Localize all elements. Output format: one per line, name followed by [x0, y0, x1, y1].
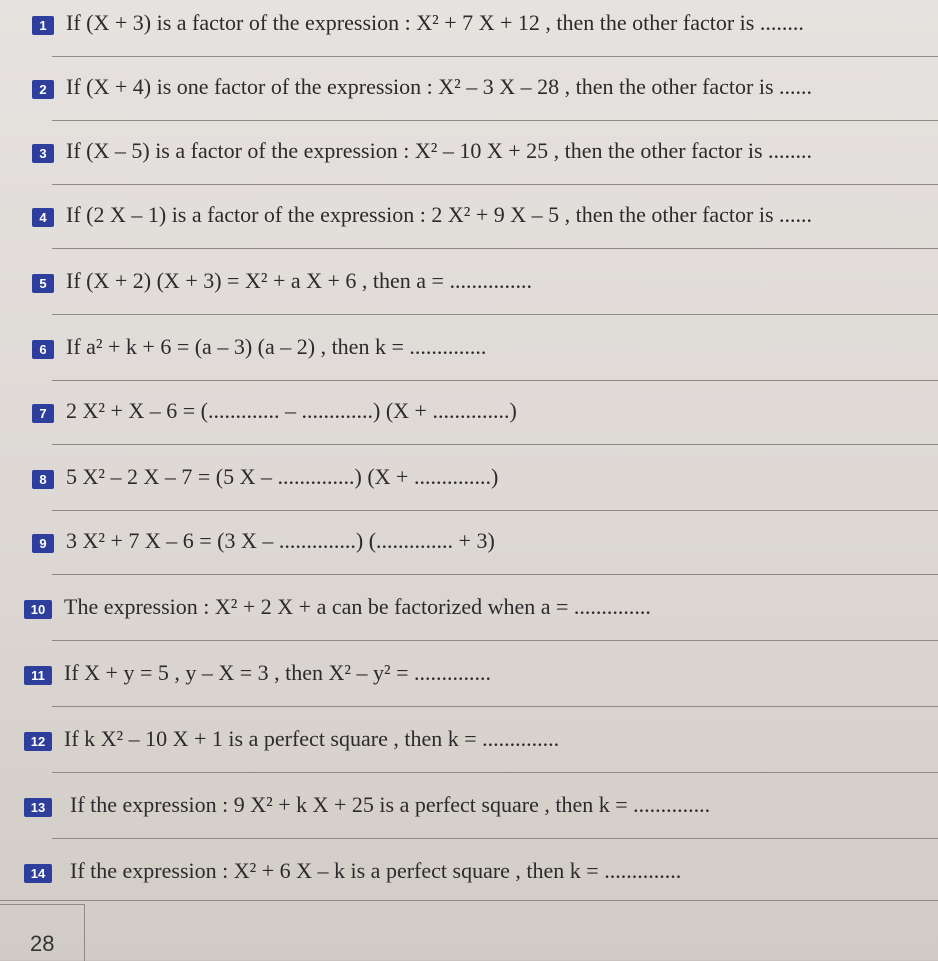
question-row: [0, 330, 938, 394]
question-number-badge: 6: [32, 340, 54, 359]
answer-line: [52, 314, 938, 315]
question-row: [0, 656, 938, 720]
answer-line: [52, 56, 938, 57]
question-row: [0, 524, 938, 588]
question-number-badge: 5: [32, 274, 54, 293]
question-number-badge: 2: [32, 80, 54, 99]
question-number-badge: 12: [24, 732, 52, 751]
question-number-badge: 10: [24, 600, 52, 619]
question-number-badge: 9: [32, 534, 54, 553]
answer-line: [52, 248, 938, 249]
question-text: 5 X² – 2 X – 7 = (5 X – ..............) (X + ..............): [66, 464, 499, 489]
question-text: If k X² – 10 X + 1 is a perfect square , then k = ..............: [64, 726, 560, 751]
question-row: [0, 134, 938, 198]
question-number-badge: 13: [24, 798, 52, 817]
answer-line: [52, 380, 938, 381]
question-text: If X + y = 5 , y – X = 3 , then X² – y² = ..............: [64, 660, 492, 685]
question-number-badge: 4: [32, 208, 54, 227]
answer-line: [52, 706, 938, 707]
answer-line: [52, 120, 938, 121]
page-number: 28: [30, 931, 55, 956]
question-number-badge: 11: [24, 666, 52, 685]
question-text: If a² + k + 6 = (a – 3) (a – 2) , then k = ..............: [66, 334, 487, 359]
question-row: [0, 590, 938, 654]
question-text: If the expression : X² + 6 X – k is a perfect square , then k = ..............: [70, 858, 682, 883]
answer-line: [52, 184, 938, 185]
question-text: If (X + 4) is one factor of the expression : X² – 3 X – 28 , then the other factor is ......: [66, 74, 813, 99]
question-row: [0, 460, 938, 524]
footer-rule: [0, 900, 938, 901]
answer-line: [52, 574, 938, 575]
question-number-badge: 14: [24, 864, 52, 883]
question-number-badge: 7: [32, 404, 54, 423]
page-number-box: [0, 904, 85, 961]
question-text: 2 X² + X – 6 = (............. – .............) (X + ..............): [66, 398, 517, 423]
answer-line: [52, 640, 938, 641]
answer-line: [52, 444, 938, 445]
question-row: [0, 198, 938, 262]
question-text: If (X – 5) is a factor of the expression : X² – 10 X + 25 , then the other factor is ........: [66, 138, 813, 163]
question-row: [0, 788, 938, 852]
question-row: [0, 722, 938, 786]
question-text: If the expression : 9 X² + k X + 25 is a perfect square , then k = ..............: [70, 792, 711, 817]
answer-line: [52, 838, 938, 839]
question-text: If (X + 2) (X + 3) = X² + a X + 6 , then a = ...............: [66, 268, 532, 293]
question-row: [0, 854, 938, 918]
question-text: If (2 X – 1) is a factor of the expression : 2 X² + 9 X – 5 , then the other factor is ......: [66, 202, 813, 227]
answer-line: [52, 510, 938, 511]
question-row: [0, 264, 938, 328]
question-number-badge: 3: [32, 144, 54, 163]
question-row: [0, 70, 938, 134]
question-number-badge: 1: [32, 16, 54, 35]
question-row: [0, 6, 938, 70]
answer-line: [52, 772, 938, 773]
question-number-badge: 8: [32, 470, 54, 489]
question-row: [0, 394, 938, 458]
question-text: The expression : X² + 2 X + a can be factorized when a = ..............: [64, 594, 651, 619]
question-text: 3 X² + 7 X – 6 = (3 X – ..............) (.............. + 3): [66, 528, 495, 553]
question-text: If (X + 3) is a factor of the expression : X² + 7 X + 12 , then the other factor is ........: [66, 10, 804, 35]
